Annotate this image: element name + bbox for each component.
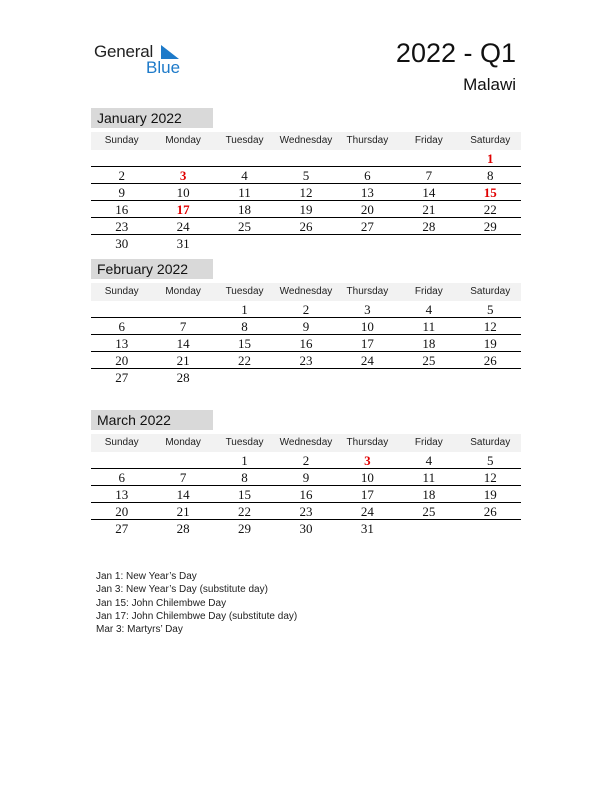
empty-day-cell	[398, 235, 459, 251]
day-cell: 6	[118, 470, 125, 485]
day-cell: 22	[483, 202, 497, 217]
day-cell: 13	[115, 487, 129, 502]
weekday-label: Tuesday	[225, 135, 264, 146]
holiday-day-cell: 17	[176, 202, 190, 217]
week-row	[91, 301, 521, 318]
week-row	[91, 520, 521, 536]
day-cell: 3	[364, 302, 371, 317]
empty-day-cell	[152, 301, 213, 317]
day-cell: 19	[483, 487, 497, 502]
weekday-label: Sunday	[104, 437, 139, 448]
weekday-header	[91, 283, 521, 301]
day-cell: 28	[422, 219, 436, 234]
empty-day-cell	[214, 150, 275, 166]
week-row	[91, 486, 521, 503]
day-cell: 10	[360, 470, 374, 485]
empty-day-cell	[275, 150, 336, 166]
day-cell: 10	[360, 319, 374, 334]
day-cell: 13	[360, 185, 374, 200]
week-row	[91, 167, 521, 184]
day-cell: 15	[238, 487, 252, 502]
logo-blue-text: Blue	[146, 58, 181, 77]
empty-day-cell	[275, 369, 336, 385]
week-row	[91, 201, 521, 218]
day-cell: 21	[176, 353, 190, 368]
weeks-grid	[91, 301, 521, 385]
day-cell: 26	[299, 219, 313, 234]
week-row	[91, 369, 521, 385]
day-cell: 31	[176, 236, 190, 251]
day-cell: 21	[422, 202, 436, 217]
day-cell: 4	[241, 168, 248, 183]
page-title: 2022 - Q1	[395, 38, 516, 68]
day-cell: 5	[302, 168, 310, 183]
day-cell: 16	[299, 336, 313, 351]
day-cell: 28	[176, 521, 190, 536]
day-cell: 25	[422, 353, 436, 368]
day-cell: 18	[422, 336, 436, 351]
weekday-label: Wednesday	[279, 437, 333, 448]
day-cell: 21	[176, 504, 190, 519]
empty-day-cell	[398, 150, 459, 166]
day-cell: 23	[299, 353, 313, 368]
weekday-label: Monday	[165, 135, 201, 146]
day-cell: 9	[302, 319, 310, 334]
month-title: January 2022	[91, 108, 213, 128]
empty-day-cell	[214, 369, 275, 385]
empty-day-cell	[460, 369, 521, 385]
weekday-header	[91, 434, 521, 452]
weekday-label: Friday	[414, 135, 443, 146]
day-cell: 12	[483, 319, 497, 334]
day-cell: 30	[299, 521, 313, 536]
day-cell: 19	[483, 336, 497, 351]
empty-day-cell	[337, 235, 398, 251]
holiday-day-cell: 3	[179, 168, 187, 183]
day-cell: 27	[360, 219, 374, 234]
week-row	[91, 318, 521, 335]
day-cell: 31	[360, 521, 374, 536]
weeks-grid	[91, 150, 521, 251]
month-title: February 2022	[91, 259, 213, 279]
weekday-label: Wednesday	[279, 135, 333, 146]
week-row	[91, 469, 521, 486]
weekday-label: Tuesday	[225, 437, 264, 448]
day-cell: 24	[360, 504, 374, 519]
day-cell: 12	[299, 185, 313, 200]
weekday-label: Saturday	[470, 286, 511, 297]
day-cell: 22	[238, 504, 252, 519]
empty-day-cell	[337, 369, 398, 385]
day-cell: 9	[302, 470, 310, 485]
day-cell: 16	[299, 487, 313, 502]
day-cell: 24	[360, 353, 374, 368]
weekday-label: Friday	[414, 437, 443, 448]
day-cell: 6	[364, 168, 371, 183]
day-cell: 15	[238, 336, 252, 351]
day-cell: 18	[238, 202, 252, 217]
day-cell: 6	[118, 319, 125, 334]
day-cell: 16	[115, 202, 129, 217]
day-cell: 26	[483, 504, 497, 519]
day-cell: 9	[118, 185, 125, 200]
month-january	[91, 108, 521, 251]
weekday-label: Sunday	[104, 286, 139, 297]
day-cell: 14	[176, 487, 190, 502]
day-cell: 26	[483, 353, 497, 368]
day-cell: 7	[179, 319, 187, 334]
weekday-label: Thursday	[346, 286, 389, 297]
day-cell: 1	[241, 453, 248, 468]
holiday-note: Jan 1: New Year’s Day	[96, 571, 197, 582]
weekday-label: Friday	[414, 286, 443, 297]
empty-day-cell	[91, 301, 152, 317]
day-cell: 27	[115, 370, 129, 385]
day-cell: 25	[238, 219, 252, 234]
day-cell: 8	[241, 319, 248, 334]
empty-day-cell	[460, 235, 521, 251]
week-row	[91, 452, 521, 469]
day-cell: 7	[179, 470, 187, 485]
weekday-label: Thursday	[346, 135, 389, 146]
day-cell: 20	[115, 504, 129, 519]
day-cell: 29	[238, 521, 252, 536]
day-cell: 14	[422, 185, 436, 200]
week-row	[91, 150, 521, 167]
weekday-label: Monday	[165, 437, 201, 448]
day-cell: 8	[486, 168, 494, 183]
day-cell: 22	[238, 353, 252, 368]
weekday-label: Sunday	[104, 135, 139, 146]
day-cell: 28	[176, 370, 190, 385]
week-row	[91, 503, 521, 520]
day-cell: 2	[302, 453, 310, 468]
country-name: Malawi	[463, 75, 516, 94]
holiday-note: Jan 3: New Year’s Day (substitute day)	[96, 584, 268, 596]
day-cell: 30	[115, 236, 129, 251]
day-cell: 4	[425, 453, 433, 468]
day-cell: 8	[241, 470, 248, 485]
day-cell: 27	[115, 521, 129, 536]
weekday-label: Tuesday	[225, 286, 264, 297]
holiday-day-cell: 1	[486, 151, 494, 166]
logo-general-text: General	[94, 42, 154, 61]
empty-day-cell	[214, 235, 275, 251]
holiday-note: Jan 15: John Chilembwe Day	[96, 597, 227, 609]
day-cell: 29	[483, 219, 497, 234]
day-cell: 20	[360, 202, 374, 217]
weekday-label: Thursday	[346, 437, 389, 448]
day-cell: 10	[176, 185, 190, 200]
empty-day-cell	[152, 150, 213, 166]
empty-day-cell	[152, 452, 213, 468]
day-cell: 1	[241, 302, 248, 317]
weekday-label: Saturday	[470, 437, 511, 448]
day-cell: 17	[360, 487, 374, 502]
day-cell: 23	[299, 504, 313, 519]
empty-day-cell	[275, 235, 336, 251]
day-cell: 24	[176, 219, 190, 234]
day-cell: 23	[115, 219, 129, 234]
holiday-note: Jan 17: John Chilembwe Day (substitute day)	[96, 610, 298, 622]
day-cell: 17	[360, 336, 374, 351]
day-cell: 11	[238, 185, 251, 200]
day-cell: 25	[422, 504, 436, 519]
holiday-note: Mar 3: Martyrs’ Day	[96, 624, 183, 636]
week-row	[91, 352, 521, 369]
week-row	[91, 235, 521, 251]
empty-day-cell	[398, 520, 459, 536]
day-cell: 11	[422, 319, 436, 334]
day-cell: 14	[176, 336, 190, 351]
month-march	[91, 410, 521, 536]
empty-day-cell	[460, 520, 521, 536]
empty-day-cell	[337, 150, 398, 166]
holiday-notes	[96, 570, 297, 636]
day-cell: 5	[486, 302, 494, 317]
weekday-label: Wednesday	[279, 286, 333, 297]
empty-day-cell	[91, 452, 152, 468]
month-title: March 2022	[91, 410, 213, 430]
day-cell: 20	[115, 353, 129, 368]
weekday-label: Monday	[165, 286, 201, 297]
logo	[94, 40, 194, 80]
day-cell: 2	[118, 168, 125, 183]
weeks-grid	[91, 452, 521, 536]
empty-day-cell	[398, 369, 459, 385]
holiday-day-cell: 3	[364, 453, 371, 468]
day-cell: 5	[486, 453, 494, 468]
day-cell: 19	[299, 202, 313, 217]
day-cell: 13	[115, 336, 129, 351]
weekday-label: Saturday	[470, 135, 511, 146]
day-cell: 11	[422, 470, 436, 485]
week-row	[91, 184, 521, 201]
day-cell: 2	[302, 302, 310, 317]
week-row	[91, 218, 521, 235]
day-cell: 18	[422, 487, 436, 502]
weekday-header	[91, 132, 521, 150]
day-cell: 4	[425, 302, 433, 317]
week-row	[91, 335, 521, 352]
month-february	[91, 259, 521, 385]
empty-day-cell	[91, 150, 152, 166]
day-cell: 7	[425, 168, 433, 183]
day-cell: 12	[483, 470, 497, 485]
holiday-day-cell: 15	[483, 185, 497, 200]
